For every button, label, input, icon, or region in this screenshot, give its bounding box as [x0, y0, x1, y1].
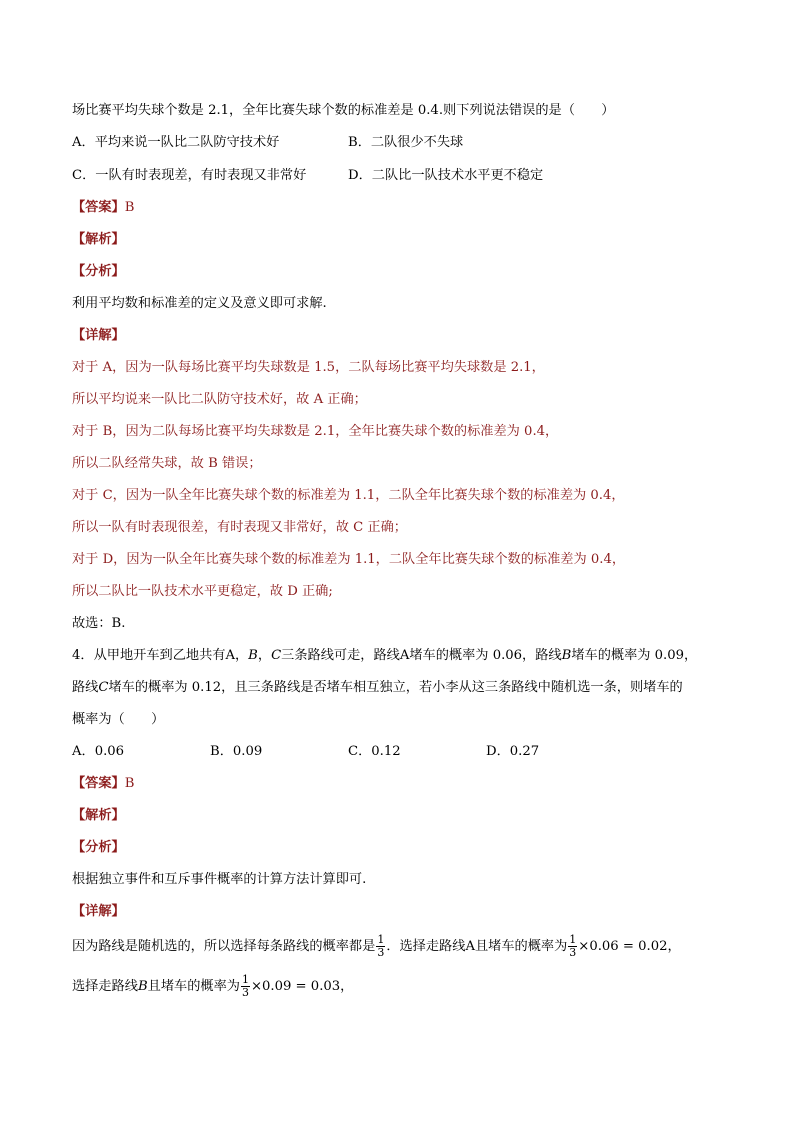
q4-detail-line-2	[72, 972, 353, 1002]
fraction-numerator: 1	[241, 973, 249, 986]
detail-text: 因为路线是随机选的，所以选择每条路线的概率都是	[72, 939, 376, 954]
detail-text: ×0.06 = 0.02，	[578, 939, 681, 954]
detail-text: 且堵车的概率为	[147, 979, 240, 994]
answer-value: B	[124, 200, 135, 215]
q4-stem-line-2	[72, 678, 683, 698]
q4-stem-text: 堵车的概率为 0.09，	[571, 648, 698, 663]
route-b-label: B	[561, 648, 572, 663]
q3-detail-line: 所以一队有时表现很差，有时表现又非常好，故 C 正确；	[72, 520, 407, 535]
q4-analysis-tag: 【解析】	[72, 808, 125, 823]
q4-detail-line-1	[72, 932, 681, 962]
fraction-one-third	[241, 974, 250, 999]
q3-option-a: A．平均来说一队比二队防守技术好	[72, 135, 280, 150]
q4-stem-text: 三条路线可走，路线	[281, 648, 400, 663]
answer-tag: 【答案】	[72, 776, 125, 791]
fraction-one-third	[376, 934, 385, 959]
route-a-label: A	[225, 648, 235, 663]
detail-text: 且堵车的概率为	[474, 939, 568, 954]
q3-option-c: C．一队有时表现差，有时表现又非常好	[72, 168, 307, 183]
q4-detail-tag: 【详解】	[72, 904, 125, 919]
q3-detail-line: 对于 C，因为一队全年比赛失球个数的标准差为 1.1，二队全年比赛失球个数的标准差为 0.4，	[72, 488, 625, 503]
q3-answer-line	[72, 198, 134, 218]
q3-detail-line: 所以二队比一队技术水平更稳定，故 D 正确;	[72, 584, 333, 599]
route-c-label: C	[271, 648, 282, 663]
route-a-label: A	[465, 939, 475, 954]
answer-value: B	[124, 776, 135, 791]
detail-text: ．选择走路线	[386, 939, 466, 954]
q4-stem-text: 堵车的概率为 0.06，路线	[409, 648, 562, 663]
q4-option-c: C．0.12	[348, 744, 401, 759]
q4-stem-line-3: 概率为（ ）	[72, 712, 165, 727]
q3-fenxi-text: 利用平均数和标准差的定义及意义即可求解.	[72, 296, 327, 311]
q3-analysis-tag: 【解析】	[72, 232, 125, 247]
detail-text: 选择走路线	[72, 979, 138, 994]
q3-detail-line: 对于 A，因为一队每场比赛平均失球数是 1.5，二队每场比赛平均失球数是 2.1，	[72, 360, 545, 375]
q4-stem-line-1	[72, 646, 697, 666]
fraction-denominator: 3	[241, 986, 249, 999]
q3-detail-line: 所以二队经常失球，故 B 错误；	[72, 456, 262, 471]
q3-option-d: D．二队比一队技术水平更不稳定	[348, 168, 544, 183]
q4-answer-line	[72, 774, 134, 794]
q4-stem-text: 堵车的概率为 0.12，且三条路线是否堵车相互独立，若小李从这三条路线中随机选一条，则堵车的	[108, 680, 683, 695]
q3-fenxi-tag: 【分析】	[72, 264, 125, 279]
route-c-label: C	[98, 680, 109, 695]
q4-fenxi-tag: 【分析】	[72, 840, 125, 855]
q4-option-a: A．0.06	[72, 744, 125, 759]
route-a-label: A	[399, 648, 410, 663]
q3-detail-line: 对于 B，因为二队每场比赛平均失球数是 2.1，全年比赛失球个数的标准差为 0.4，	[72, 424, 559, 439]
detail-text: ×0.09 = 0.03，	[250, 979, 354, 994]
fraction-one-third	[568, 934, 577, 959]
q4-stem-text: 4．从甲地开车到乙地共有	[72, 648, 226, 663]
separator: ，	[257, 648, 272, 663]
q4-stem-text: 路线	[72, 680, 99, 695]
q3-stem-tail: 场比赛平均失球个数是 2.1，全年比赛失球个数的标准差是 0.4.则下列说法错误的是（ ）	[72, 103, 615, 118]
fraction-numerator: 1	[569, 933, 577, 946]
fraction-denominator: 3	[377, 946, 385, 959]
fraction-denominator: 3	[569, 946, 577, 959]
separator: ，	[234, 648, 249, 663]
q3-choose: 故选：B.	[72, 616, 126, 631]
route-b-label: B	[248, 648, 258, 663]
q3-option-b: B．二队很少不失球	[348, 135, 464, 150]
q4-fenxi-text: 根据独立事件和互斥事件概率的计算方法计算即可.	[72, 872, 367, 887]
q3-detail-tag: 【详解】	[72, 328, 125, 343]
q4-option-d: D．0.27	[486, 744, 540, 759]
answer-tag: 【答案】	[72, 200, 125, 215]
fraction-numerator: 1	[377, 933, 385, 946]
route-b-label: B	[137, 979, 148, 994]
q3-detail-line: 所以平均说来一队比二队防守技术好，故 A 正确；	[72, 392, 367, 407]
q3-detail-line: 对于 D，因为一队全年比赛失球个数的标准差为 1.1，二队全年比赛失球个数的标准差为 0.4，	[72, 552, 626, 567]
q4-option-b: B．0.09	[210, 744, 263, 759]
